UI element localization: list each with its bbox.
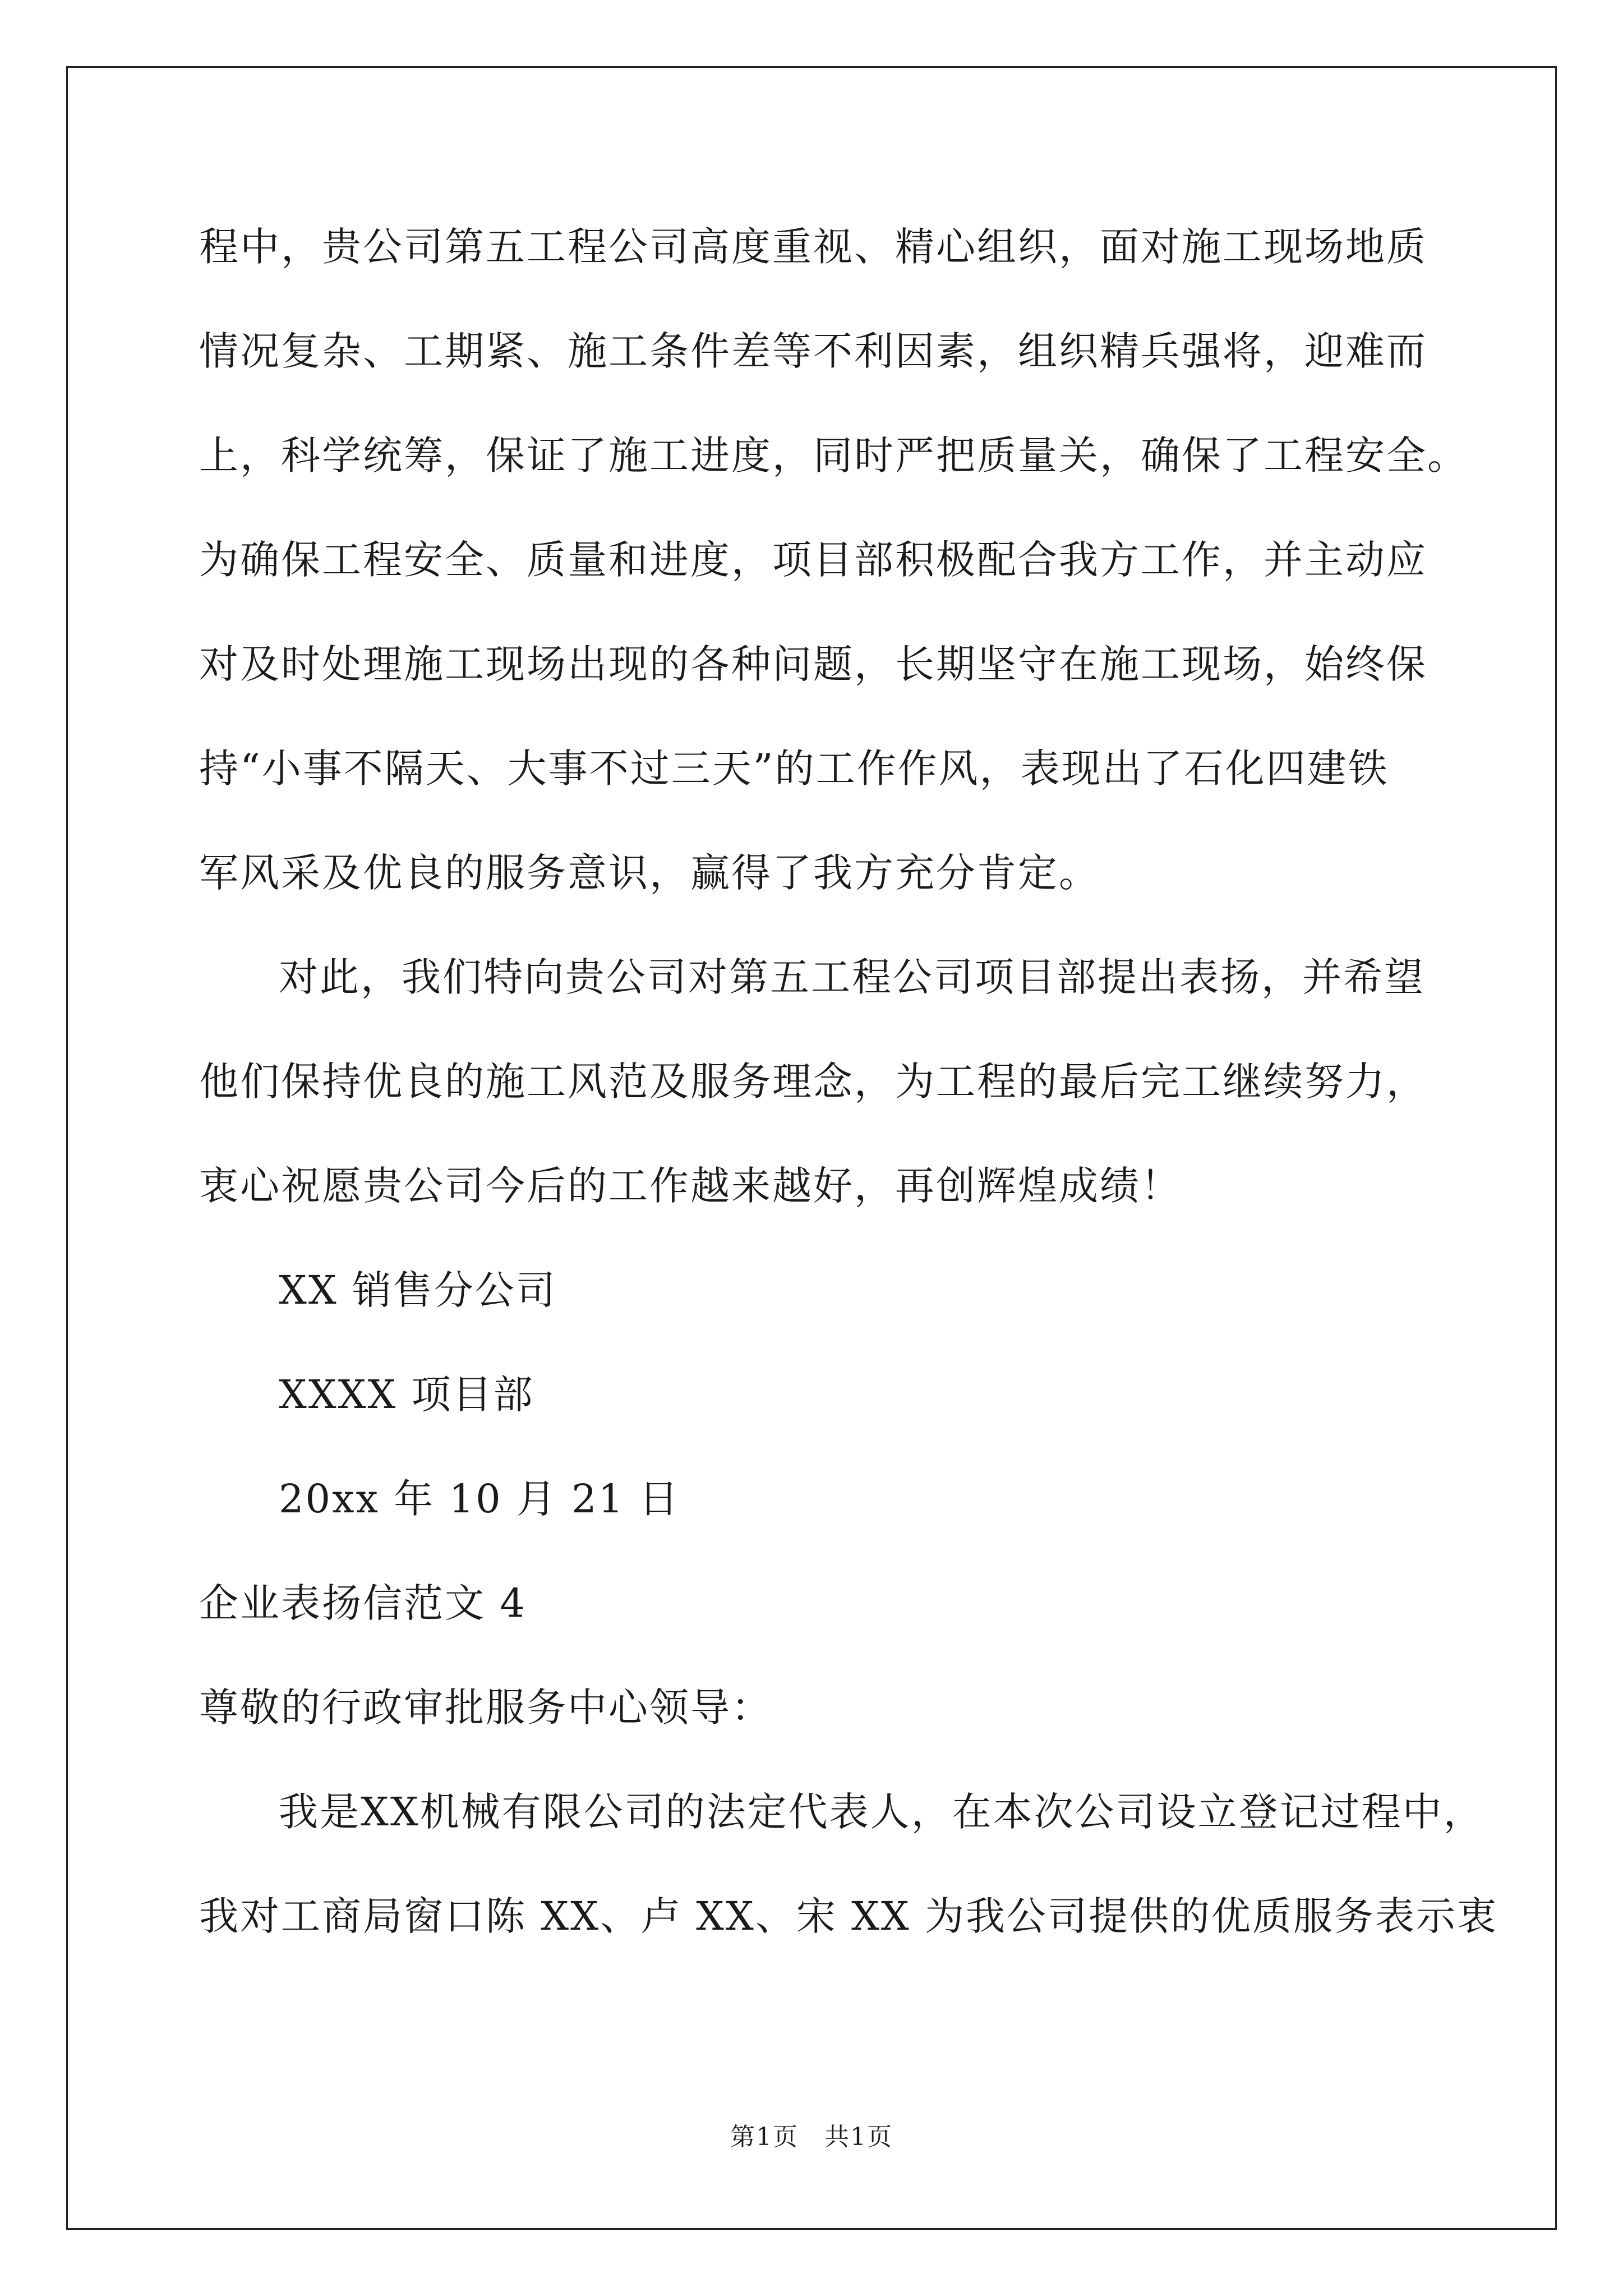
- paragraph-line: 对及时处理施工现场出现的各种问题，长期坚守在施工现场，始终保: [199, 641, 1427, 687]
- paragraph-line: 衷心祝愿贵公司今后的工作越来越好，再创辉煌成绩！: [199, 1163, 1182, 1209]
- signature-date: 20xx 年 10 月 21 日: [279, 1476, 680, 1522]
- page-number-footer: 第1页 共1页: [730, 2123, 893, 2151]
- document-body: [199, 219, 1498, 1993]
- paragraph-line: 我是XX机械有限公司的法定代表人，在本次公司设立登记过程中，: [279, 1789, 1484, 1835]
- paragraph-line: 对此，我们特向贵公司对第五工程公司项目部提出表扬，并希望: [279, 954, 1425, 1000]
- paragraph-line: 持“小事不隔天、大事不过三天”的工作作风，表现出了石化四建铁: [199, 746, 1389, 792]
- paragraph-line: 为确保工程安全、质量和进度，项目部积极配合我方工作，并主动应: [199, 537, 1427, 583]
- paragraph-line: 军风采及优良的服务意识，赢得了我方充分肯定。: [199, 850, 1100, 896]
- paragraph-line: 他们保持优良的施工风范及服务理念，为工程的最后完工继续努力，: [199, 1059, 1427, 1105]
- paragraph-line: 情况复杂、工期紧、施工条件差等不利因素，组织精兵强将，迎难而: [199, 328, 1427, 374]
- paragraph-line: 我对工商局窗口陈 XX、卢 XX、宋 XX 为我公司提供的优质服务表示衷: [199, 1893, 1498, 1939]
- paragraph-line: 上，科学统筹，保证了施工进度，同时严把质量关，确保了工程安全。: [199, 432, 1468, 478]
- signature-department: XXXX 项目部: [279, 1372, 534, 1418]
- signature-company: XX 销售分公司: [279, 1267, 557, 1313]
- paragraph-line: 程中，贵公司第五工程公司高度重视、精心组织，面对施工现场地质: [199, 224, 1427, 270]
- section-heading: 企业表扬信范文 4: [199, 1580, 527, 1626]
- salutation: 尊敬的行政审批服务中心领导：: [199, 1685, 772, 1731]
